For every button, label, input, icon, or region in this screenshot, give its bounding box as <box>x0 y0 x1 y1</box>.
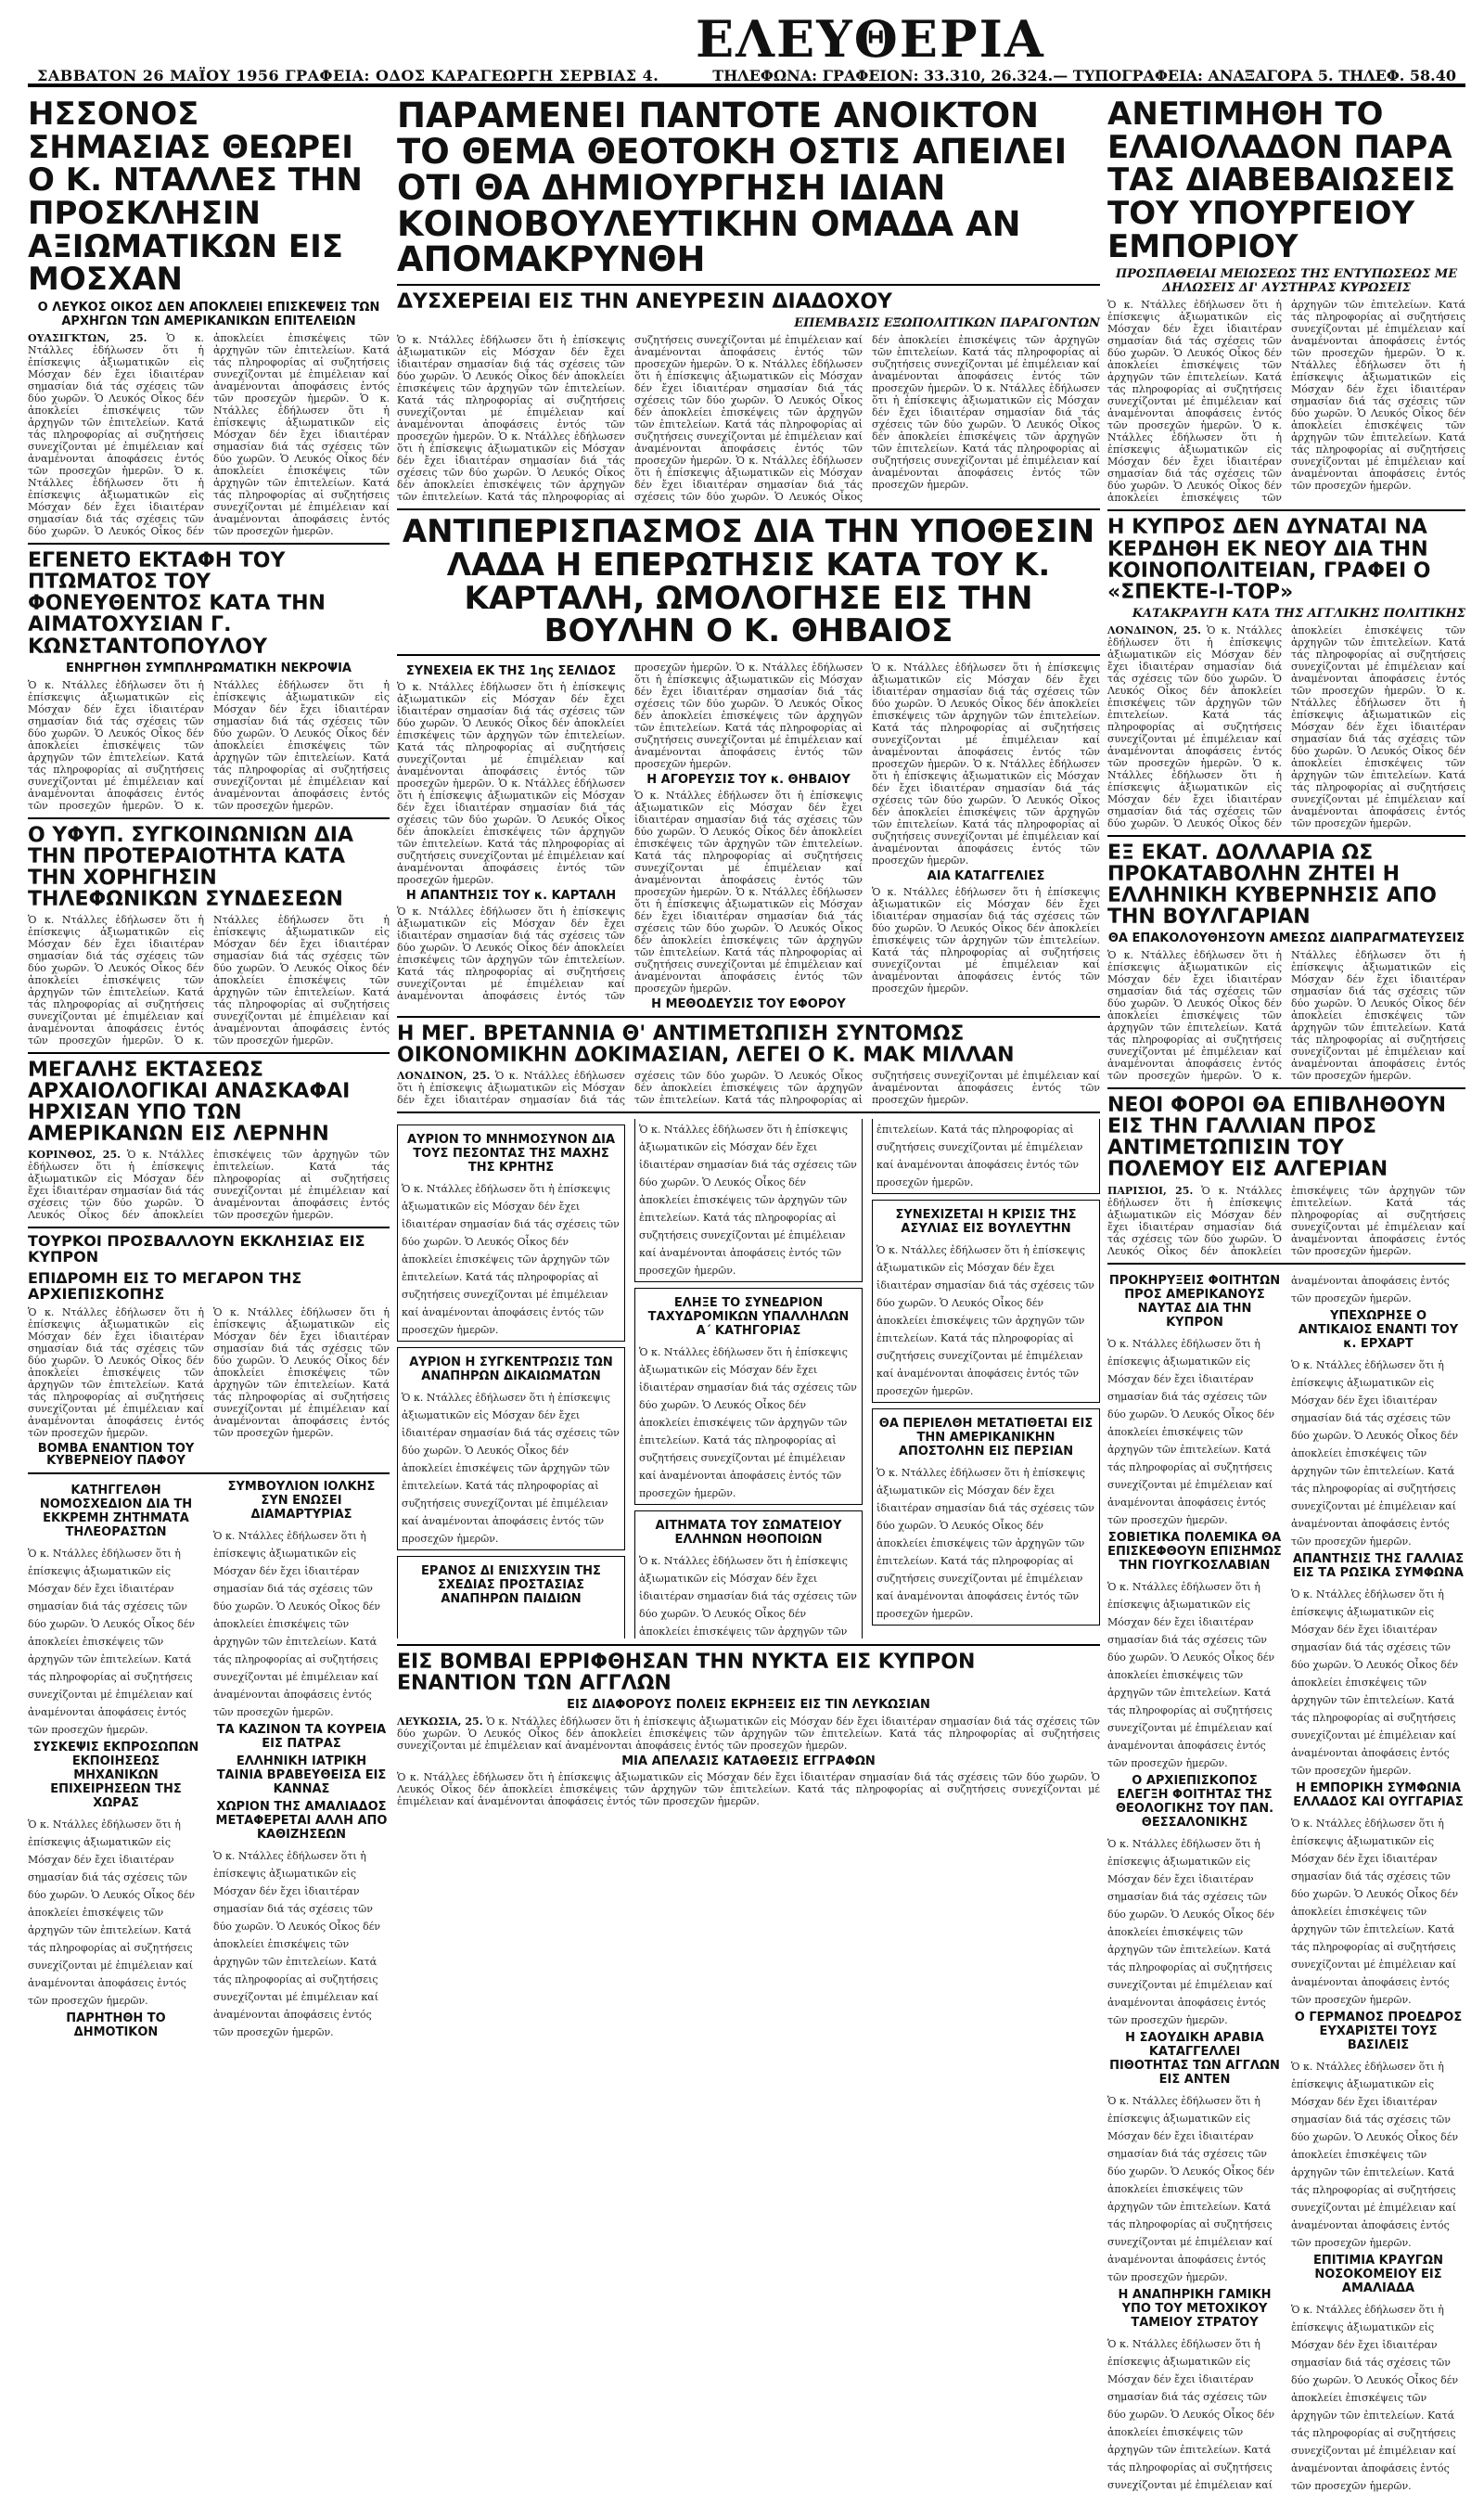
headline-dollars: ΕΞ ΕΚΑΤ. ΔΟΛΛΑΡΙΑ ΩΣ ΠΡΟΚΑΤΑΒΟΛΗΝ ΖΗΤΕΙ Η ΕΛΛΗΝΙΚΗ ΚΥΒΕΡΝΗΣΙΣ ΑΠΟ ΤΗΝ ΒΟΥΛΓΑΡΙΑΝ <box>1107 841 1437 930</box>
subhead-kartalis: Η ΑΠΑΝΤΗΣΙΣ ΤΟΥ κ. ΚΑΡΤΑΛΗ <box>405 889 617 904</box>
subhead-explosions: ΕΙΣ ΔΙΑΦΟΡΟΥΣ ΠΟΛΕΙΣ ΕΚΡΗΞΕΙΣ ΕΙΣ ΤΙΝ ΛΕΥΚΩΣΙΑΝ <box>567 1698 930 1713</box>
article-theotokis: Ὁ κ. Ντάλλες ἐδήλωσεν ὅτι ἡ ἐπίσκεψις ἀξιωματικῶν εἰς Μόσχαν δέν ἔχει ἰδιαιτέραν σημασίαν διά τάς σχέσεις τῶν δύο χωρῶν. Ὁ Λευκός Οἶκος δέν ἀποκλείει ἐπισκέψεις τῶν ἀρχηγῶν τῶν ἐπιτελείων. Κατά τάς πληροφορίας αἱ συζητήσεις συνεχίζονται μέ ἐπιμέλειαν καί ἀναμένονται ἀποφάσεις ἐντός τῶν προσεχῶν ἡμερῶν. Ὁ κ. Ντάλλες ἐδήλωσεν ὅτι ἡ ἐπίσκεψις ἀξιωματικῶν εἰς Μόσχαν δέν ἔχει ἰδιαιτέραν σημασίαν διά τάς σχέσεις τῶν δύο χωρῶν. Ὁ Λευκός Οἶκος δέν ἀποκλείει ἐπισκέψεις τῶν ἀρχηγῶν τῶν ἐπιτελείων. Κατά τάς πληροφορίας αἱ συζητήσεις συνεχίζονται μέ ἐπιμέλειαν καί ἀναμένονται ἀποφάσεις ἐντός τῶν προσεχῶν ἡμερῶν. Ὁ κ. Ντάλλες ἐδήλωσεν ὅτι ἡ ἐπίσκεψις ἀξιωματικῶν εἰς Μόσχαν δέν ἔχει ἰδιαιτέραν σημασίαν διά τάς σχέσεις τῶν δύο χωρῶν. Ὁ Λευκός Οἶκος δέν ἀποκλείει ἐπισκέψεις τῶν ἀρχηγῶν τῶν ἐπιτελείων. Κατά τάς πληροφορίας αἱ συζητήσεις συνεχίζονται μέ ἐπιμέλειαν καί ἀναμένονται ἀποφάσεις ἐντός τῶν προσεχῶν ἡμερῶν. Ὁ κ. Ντάλλες ἐδήλωσεν ὅτι ἡ ἐπίσκεψις ἀξιωματικῶν εἰς Μόσχαν δέν ἔχει ἰδιαιτέραν σημασίαν διά τάς σχέσεις τῶν δύο χωρῶν. Ὁ Λευκός Οἶκος δέν ἀποκλείει ἐπισκέψεις τῶν ἀρχηγῶν τῶν ἐπιτελείων. Κατά τάς πληροφορίας αἱ συζητήσεις συνεχίζονται μέ ἐπιμέλειαν καί ἀναμένονται ἀποφάσεις ἐντός τῶν προσεχῶν ἡμερῶν. Ὁ κ. Ντάλλες ἐδήλωσεν ὅτι ἡ ἐπίσκεψις ἀξιωματικῶν εἰς Μόσχαν δέν ἔχει ἰδιαιτέραν σημασίαν διά τάς σχέσεις τῶν δύο χωρῶν. Ὁ Λευκός Οἶκος δέν ἀποκλείει ἐπισκέψεις τῶν ἀρχηγῶν τῶν ἐπιτελείων. Κατά τάς πληροφορίας αἱ συζητήσεις συνεχίζονται μέ ἐπιμέλειαν καί ἀναμένονται ἀποφάσεις ἐντός τῶν προσεχῶν ἡμερῶν. <box>397 334 1101 504</box>
small-items-center: ΑΥΡΙΟΝ ΤΟ ΜΝΗΜΟΣΥΝΟΝ ΔΙΑ ΤΟΥΣ ΠΕΣΟΝΤΑΣ ΤΗΣ ΜΑΧΗΣ ΤΗΣ ΚΡΗΤΗΣ Ὁ κ. Ντάλλες ἐδήλωσεν ὅτι ἡ ἐπίσκεψις ἀξιωματικῶν εἰς Μόσχαν δέν ἔχει ἰδιαιτέραν σημασίαν διά τάς σχέσεις τῶν δύο χωρῶν. Ὁ Λευκός Οἶκος δέν ἀποκλείει ἐπισκέψεις τῶν ἀρχηγῶν τῶν ἐπιτελείων. Κατά τάς πληροφορίας αἱ συζητήσεις συνεχίζονται μέ ἐπιμέλειαν καί ἀναμένονται ἀποφάσεις ἐντός τῶν προσεχῶν ἡμερῶν. ΑΥΡΙΟΝ Η ΣΥΓΚΕΝΤΡΩΣΙΣ ΤΩΝ ΑΝΑΠΗΡΩΝ ΔΙΚΑΙΩΜΑΤΩΝ Ὁ κ. Ντάλλες ἐδήλωσεν ὅτι ἡ ἐπίσκεψις ἀξιωματικῶν εἰς Μόσχαν δέν ἔχει ἰδιαιτέραν σημασίαν διά τάς σχέσεις τῶν δύο χωρῶν. Ὁ Λευκός Οἶκος δέν ἀποκλείει ἐπισκέψεις τῶν ἀρχηγῶν τῶν ἐπιτελείων. Κατά τάς πληροφορίας αἱ συζητήσεις συνεχίζονται μέ ἐπιμέλειαν καί ἀναμένονται ἀποφάσεις ἐντός τῶν προσεχῶν ἡμερῶν. ΕΡΑΝΟΣ ΔΙ ΕΝΙΣΧΥΣΙΝ ΤΗΣ ΣΧΕΔΙΑΣ ΠΡΟΣΤΑΣΙΑΣ ΑΝΑΠΗΡΩΝ ΠΑΙΔΙΩΝ Ὁ κ. Ντάλλες ἐδήλωσεν ὅτι ἡ ἐπίσκεψις ἀξιωματικῶν εἰς Μόσχαν δέν ἔχει ἰδιαιτέραν σημασίαν διά τάς σχέσεις τῶν δύο χωρῶν. Ὁ Λευκός Οἶκος δέν ἀποκλείει ἐπισκέψεις τῶν ἀρχηγῶν τῶν ἐπιτελείων. Κατά τάς πληροφορίας αἱ συζητήσεις συνεχίζονται μέ ἐπιμέλειαν καί ἀναμένονται ἀποφάσεις ἐντός τῶν προσεχῶν ἡμερῶν. ΕΛΗΞΕ ΤΟ ΣΥΝΕΔΡΙΟΝ ΤΑΧΥΔΡΟΜΙΚΩΝ ΥΠΑΛΛΗΛΩΝ Α΄ ΚΑΤΗΓΟΡΙΑΣ Ὁ κ. Ντάλλες ἐδήλωσεν ὅτι ἡ ἐπίσκεψις ἀξιωματικῶν εἰς Μόσχαν δέν ἔχει ἰδιαιτέραν σημασίαν διά τάς σχέσεις τῶν δύο χωρῶν. Ὁ Λευκός Οἶκος δέν ἀποκλείει ἐπισκέψεις τῶν ἀρχηγῶν τῶν ἐπιτελείων. Κατά τάς πληροφορίας αἱ συζητήσεις συνεχίζονται μέ ἐπιμέλειαν καί ἀναμένονται ἀποφάσεις ἐντός τῶν προσεχῶν ἡμερῶν. ΑΙΤΗΜΑΤΑ ΤΟΥ ΣΩΜΑΤΕΙΟΥ ΕΛΛΗΝΩΝ ΗΘΟΠΟΙΩΝ Ὁ κ. Ντάλλες ἐδήλωσεν ὅτι ἡ ἐπίσκεψις ἀξιωματικῶν εἰς Μόσχαν δέν ἔχει ἰδιαιτέραν σημασίαν διά τάς σχέσεις τῶν δύο χωρῶν. Ὁ Λευκός Οἶκος δέν ἀποκλείει ἐπισκέψεις τῶν ἀρχηγῶν τῶν ἐπιτελείων. Κατά τάς πληροφορίας αἱ συζητήσεις συνεχίζονται μέ ἐπιμέλειαν καί ἀναμένονται ἀποφάσεις ἐντός τῶν προσεχῶν ἡμερῶν. ΣΥΝΕΧΙΖΕΤΑΙ Η ΚΡΙΣΙΣ ΤΗΣ ΑΣΥΛΙΑΣ ΕΙΣ ΒΟΥΛΕΥΤΗΝ Ὁ κ. Ντάλλες ἐδήλωσεν ὅτι ἡ ἐπίσκεψις ἀξιωματικῶν εἰς Μόσχαν δέν ἔχει ἰδιαιτέραν σημασίαν διά τάς σχέσεις τῶν δύο χωρῶν. Ὁ Λευκός Οἶκος δέν ἀποκλείει ἐπισκέψεις τῶν ἀρχηγῶν τῶν ἐπιτελείων. Κατά τάς πληροφορίας αἱ συζητήσεις συνεχίζονται μέ ἐπιμέλειαν καί ἀναμένονται ἀποφάσεις ἐντός τῶν προσεχῶν ἡμερῶν. ΘΑ ΠΕΡΙΕΛΘΗ ΜΕΤΑΤΙΘΕΤΑΙ ΕΙΣ ΤΗΝ ΑΜΕΡΙΚΑΝΙΚΗΝ ΑΠΟΣΤΟΛΗΝ ΕΙΣ ΠΕΡΣΙΑΝ Ὁ κ. Ντάλλες ἐδήλωσεν ὅτι ἡ ἐπίσκεψις ἀξιωματικῶν εἰς Μόσχαν δέν ἔχει ἰδιαιτέραν σημασίαν διά τάς σχέσεις τῶν δύο χωρῶν. Ὁ Λευκός Οἶκος δέν ἀποκλείει ἐπισκέψεις τῶν ἀρχηγῶν τῶν ἐπιτελείων. Κατά τάς πληροφορίας αἱ συζητήσεις συνεχίζονται μέ ἐπιμέλειαν καί ἀναμένονται ἀποφάσεις ἐντός τῶν προσεχῶν ἡμερῶν. <box>397 1119 1100 1638</box>
article-cyprus: Ὁ κ. Ντάλλες ἐδήλωσεν ὅτι ἡ ἐπίσκεψις ἀξιωματικῶν εἰς Μόσχαν δέν ἔχει ἰδιαιτέραν σημασίαν διά τάς σχέσεις τῶν δύο χωρῶν. Ὁ Λευκός Οἶκος δέν ἀποκλείει ἐπισκέψεις τῶν ἀρχηγῶν τῶν ἐπιτελείων. Κατά τάς πληροφορίας αἱ συζητήσεις συνεχίζονται μέ ἐπιμέλειαν καί ἀναμένονται ἀποφάσεις ἐντός τῶν προσεχῶν ἡμερῶν. ΒΟΜΒΑ ΕΝΑΝΤΙΟΝ ΤΟΥ ΚΥΒΕΡΝΕΙΟΥ ΠΑΦΟΥ Ὁ κ. Ντάλλες ἐδήλωσεν ὅτι ἡ ἐπίσκεψις ἀξιωματικῶν εἰς Μόσχαν δέν ἔχει ἰδιαιτέραν σημασίαν διά τάς σχέσεις τῶν δύο χωρῶν. Ὁ Λευκός Οἶκος δέν ἀποκλείει ἐπισκέψεις τῶν ἀρχηγῶν τῶν ἐπιτελείων. Κατά τάς πληροφορίας αἱ συζητήσεις συνεχίζονται μέ ἐπιμέλειαν καί ἀναμένονται ἀποφάσεις ἐντός τῶν προσεχῶν ἡμερῶν. <box>28 1305 390 1468</box>
deck-olive-oil: ΠΡΟΣΠΑΘΕΙΑΙ ΜΕΙΩΣΕΩΣ ΤΗΣ ΕΝΤΥΠΩΣΕΩΣ ΜΕ ΔΗΛΩΣΕΙΣ ΔΙ' ΑΥΣΤΗΡΑΣ ΚΥΡΩΣΕΙΣ <box>1115 267 1458 296</box>
article-lerna: ΚΟΡΙΝΘΟΣ, 25. Ὁ κ. Ντάλλες ἐδήλωσεν ὅτι ἡ ἐπίσκεψις ἀξιωματικῶν εἰς Μόσχαν δέν ἔχει ἰδιαιτέραν σημασίαν διά τάς σχέσεις τῶν δύο χωρῶν. Ὁ Λευκός Οἶκος δέν ἀποκλείει ἐπισκέψεις τῶν ἀρχηγῶν τῶν ἐπιτελείων. Κατά τάς πληροφορίας αἱ συζητήσεις συνεχίζονται μέ ἐπιμέλειαν καί ἀναμένονται ἀποφάσεις ἐντός τῶν προσεχῶν ἡμερῶν. <box>28 1149 390 1222</box>
headline-bombs-cyprus: ΕΙΣ ΒΟΜΒΑΙ ΕΡΡΙΦΘΗΣΑΝ ΤΗΝ ΝΥΚΤΑ ΕΙΣ ΚΥΠΡΟΝ ΕΝΑΝΤΙΟΝ ΤΩΝ ΑΓΓΛΩΝ <box>397 1651 976 1696</box>
headline-archbishopric: ΕΠΙΔΡΟΜΗ ΕΙΣ ΤΟ ΜΕΓΑΡΟΝ ΤΗΣ ΑΡΧΙΕΠΙΣΚΟΠΗΣ <box>28 1268 302 1303</box>
article-lada: ΣΥΝΕΧΕΙΑ ΕΚ ΤΗΣ 1ης ΣΕΛΙΔΟΣ Ὁ κ. Ντάλλες ἐδήλωσεν ὅτι ἡ ἐπίσκεψις ἀξιωματικῶν εἰς Μόσχαν δέν ἔχει ἰδιαιτέραν σημασίαν διά τάς σχέσεις τῶν δύο χωρῶν. Ὁ Λευκός Οἶκος δέν ἀποκλείει ἐπισκέψεις τῶν ἀρχηγῶν τῶν ἐπιτελείων. Κατά τάς πληροφορίας αἱ συζητήσεις συνεχίζονται μέ ἐπιμέλειαν καί ἀναμένονται ἀποφάσεις ἐντός τῶν προσεχῶν ἡμερῶν. Ὁ κ. Ντάλλες ἐδήλωσεν ὅτι ἡ ἐπίσκεψις ἀξιωματικῶν εἰς Μόσχαν δέν ἔχει ἰδιαιτέραν σημασίαν διά τάς σχέσεις τῶν δύο χωρῶν. Ὁ Λευκός Οἶκος δέν ἀποκλείει ἐπισκέψεις τῶν ἀρχηγῶν τῶν ἐπιτελείων. Κατά τάς πληροφορίας αἱ συζητήσεις συνεχίζονται μέ ἐπιμέλειαν καί ἀναμένονται ἀποφάσεις ἐντός τῶν προσεχῶν ἡμερῶν. Η ΑΠΑΝΤΗΣΙΣ ΤΟΥ κ. ΚΑΡΤΑΛΗ Ὁ κ. Ντάλλες ἐδήλωσεν ὅτι ἡ ἐπίσκεψις ἀξιωματικῶν εἰς Μόσχαν δέν ἔχει ἰδιαιτέραν σημασίαν διά τάς σχέσεις τῶν δύο χωρῶν. Ὁ Λευκός Οἶκος δέν ἀποκλείει ἐπισκέψεις τῶν ἀρχηγῶν τῶν ἐπιτελείων. Κατά τάς πληροφορίας αἱ συζητήσεις συνεχίζονται μέ ἐπιμέλειαν καί ἀναμένονται ἀποφάσεις ἐντός τῶν προσεχῶν ἡμερῶν. Ὁ κ. Ντάλλες ἐδήλωσεν ὅτι ἡ ἐπίσκεψις ἀξιωματικῶν εἰς Μόσχαν δέν ἔχει ἰδιαιτέραν σημασίαν διά τάς σχέσεις τῶν δύο χωρῶν. Ὁ Λευκός Οἶκος δέν ἀποκλείει ἐπισκέψεις τῶν ἀρχηγῶν τῶν ἐπιτελείων. Κατά τάς πληροφορίας αἱ συζητήσεις συνεχίζονται μέ ἐπιμέλειαν καί ἀναμένονται ἀποφάσεις ἐντός τῶν προσεχῶν ἡμερῶν. Η ΑΓΟΡΕΥΣΙΣ ΤΟΥ κ. ΘΗΒΑΙΟΥ Ὁ κ. Ντάλλες ἐδήλωσεν ὅτι ἡ ἐπίσκεψις ἀξιωματικῶν εἰς Μόσχαν δέν ἔχει ἰδιαιτέραν σημασίαν διά τάς σχέσεις τῶν δύο χωρῶν. Ὁ Λευκός Οἶκος δέν ἀποκλείει ἐπισκέψεις τῶν ἀρχηγῶν τῶν ἐπιτελείων. Κατά τάς πληροφορίας αἱ συζητήσεις συνεχίζονται μέ ἐπιμέλειαν καί ἀναμένονται ἀποφάσεις ἐντός τῶν προσεχῶν ἡμερῶν. Ὁ κ. Ντάλλες ἐδήλωσεν ὅτι ἡ ἐπίσκεψις ἀξιωματικῶν εἰς Μόσχαν δέν ἔχει ἰδιαιτέραν σημασίαν διά τάς σχέσεις τῶν δύο χωρῶν. Ὁ Λευκός Οἶκος δέν ἀποκλείει ἐπισκέψεις τῶν ἀρχηγῶν τῶν ἐπιτελείων. Κατά τάς πληροφορίας αἱ συζητήσεις συνεχίζονται μέ ἐπιμέλειαν καί ἀναμένονται ἀποφάσεις ἐντός τῶν προσεχῶν ἡμερῶν. Η ΜΕΘΟΔΕΥΣΙΣ ΤΟΥ ΕΦΟΡΟΥ Ὁ κ. Ντάλλες ἐδήλωσεν ὅτι ἡ ἐπίσκεψις ἀξιωματικῶν εἰς Μόσχαν δέν ἔχει ἰδιαιτέραν σημασίαν διά τάς σχέσεις τῶν δύο χωρῶν. Ὁ Λευκός Οἶκος δέν ἀποκλείει ἐπισκέψεις τῶν ἀρχηγῶν τῶν ἐπιτελείων. Κατά τάς πληροφορίας αἱ συζητήσεις συνεχίζονται μέ ἐπιμέλειαν καί ἀναμένονται ἀποφάσεις ἐντός τῶν προσεχῶν ἡμερῶν. Ὁ κ. Ντάλλες ἐδήλωσεν ὅτι ἡ ἐπίσκεψις ἀξιωματικῶν εἰς Μόσχαν δέν ἔχει ἰδιαιτέραν σημασίαν διά τάς σχέσεις τῶν δύο χωρῶν. Ὁ Λευκός Οἶκος δέν ἀποκλείει ἐπισκέψεις τῶν ἀρχηγῶν τῶν ἐπιτελείων. Κατά τάς πληροφορίας αἱ συζητήσεις συνεχίζονται μέ ἐπιμέλειαν καί ἀναμένονται ἀποφάσεις ἐντός τῶν προσεχῶν ἡμερῶν. ΑΙΑ ΚΑΤΑΓΓΕΛΙΕΣ Ὁ κ. Ντάλλες ἐδήλωσεν ὅτι ἡ ἐπίσκεψις ἀξιωματικῶν εἰς Μόσχαν δέν ἔχει ἰδιαιτέραν σημασίαν διά τάς σχέσεις τῶν δύο χωρῶν. Ὁ Λευκός Οἶκος δέν ἀποκλείει ἐπισκέψεις τῶν ἀρχηγῶν τῶν ἐπιτελείων. Κατά τάς πληροφορίας αἱ συζητήσεις συνεχίζονται μέ ἐπιμέλειαν καί ἀναμένονται ἀποφάσεις ἐντός τῶν προσεχῶν ἡμερῶν. <box>397 662 1101 1012</box>
column-center <box>397 93 1100 2180</box>
subhead-deportation: ΜΙΑ ΑΠΕΛΑΣΙΣ ΚΑΤΑΘΕΣΙΣ ΕΓΓΡΑΦΩΝ <box>621 1754 876 1769</box>
subhead-council: ΠΑΡΗΤΗΘΗ ΤΟ ΔΗΜΟΤΙΚΟΝ ΣΥΜΒΟΥΛΙΟΝ ΙΟΛΚΗΣ ΣΥΝ ΕΝΩΣΕΙ ΔΙΑΜΑΡΤΥΡΙΑΣ <box>66 1479 376 2039</box>
small-items-block: ΚΑΤΗΓΓΕΛΘΗ ΝΟΜΟΣΧΕΔΙΟΝ ΔΙΑ ΤΗ ΕΚΚΡΕΜΗ ΖΗΤΗΜΑΤΑ ΤΗΛΕΟΡΑΣΤΩΝ Ὁ κ. Ντάλλες ἐδήλωσεν ὅτι ἡ ἐπίσκεψις ἀξιωματικῶν εἰς Μόσχαν δέν ἔχει ἰδιαιτέραν σημασίαν διά τάς σχέσεις τῶν δύο χωρῶν. Ὁ Λευκός Οἶκος δέν ἀποκλείει ἐπισκέψεις τῶν ἀρχηγῶν τῶν ἐπιτελείων. Κατά τάς πληροφορίας αἱ συζητήσεις συνεχίζονται μέ ἐπιμέλειαν καί ἀναμένονται ἀποφάσεις ἐντός τῶν προσεχῶν ἡμερῶν. ΣΥΣΚΕΨΙΣ ΕΚΠΡΟΣΩΠΩΝ ΕΚΠΟΙΗΣΕΩΣ ΜΗΧΑΝΙΚΩΝ ΕΠΙΧΕΙΡΗΣΕΩΝ ΤΗΣ ΧΩΡΑΣ Ὁ κ. Ντάλλες ἐδήλωσεν ὅτι ἡ ἐπίσκεψις ἀξιωματικῶν εἰς Μόσχαν δέν ἔχει ἰδιαιτέραν σημασίαν διά τάς σχέσεις τῶν δύο χωρῶν. Ὁ Λευκός Οἶκος δέν ἀποκλείει ἐπισκέψεις τῶν ἀρχηγῶν τῶν ἐπιτελείων. Κατά τάς πληροφορίας αἱ συζητήσεις συνεχίζονται μέ ἐπιμέλειαν καί ἀναμένονται ἀποφάσεις ἐντός τῶν προσεχῶν ἡμερῶν. ΠΑΡΗΤΗΘΗ ΤΟ ΔΗΜΟΤΙΚΟΝ ΣΥΜΒΟΥΛΙΟΝ ΙΟΛΚΗΣ ΣΥΝ ΕΝΩΣΕΙ ΔΙΑΜΑΡΤΥΡΙΑΣ Ὁ κ. Ντάλλες ἐδήλωσεν ὅτι ἡ ἐπίσκεψις ἀξιωματικῶν εἰς Μόσχαν δέν ἔχει ἰδιαιτέραν σημασίαν διά τάς σχέσεις τῶν δύο χωρῶν. Ὁ Λευκός Οἶκος δέν ἀποκλείει ἐπισκέψεις τῶν ἀρχηγῶν τῶν ἐπιτελείων. Κατά τάς πληροφορίας αἱ συζητήσεις συνεχίζονται μέ ἐπιμέλειαν καί ἀναμένονται ἀποφάσεις ἐντός τῶν προσεχῶν ἡμερῶν. ΤΑ ΚΑΖΙΝΟΝ ΤΑ ΚΟΥΡΕΙΑ ΕΙΣ ΠΑΤΡΑΣ ΕΛΛΗΝΙΚΗ ΙΑΤΡΙΚΗ ΤΑΙΝΙΑ ΒΡΑΒΕΥΘΕΙΣΑ ΕΙΣ ΚΑΝΝΑΣ ΧΩΡΙΟΝ ΤΗΣ ΑΜΑΛΙΑΔΟΣ ΜΕΤΑΦΕΡΕΤΑΙ ΑΛΛΗ ΑΠΟ ΚΑΘΙΖΗΣΕΩΝ Ὁ κ. Ντάλλες ἐδήλωσεν ὅτι ἡ ἐπίσκεψις ἀξιωματικῶν εἰς Μόσχαν δέν ἔχει ἰδιαιτέραν σημασίαν διά τάς σχέσεις τῶν δύο χωρῶν. Ὁ Λευκός Οἶκος δέν ἀποκλείει ἐπισκέψεις τῶν ἀρχηγῶν τῶν ἐπιτελείων. Κατά τάς πληροφορίας αἱ συζητήσεις συνεχίζονται μέ ἐπιμέλειαν καί ἀναμένονται ἀποφάσεις ἐντός τῶν προσεχῶν ἡμερῶν. <box>28 1480 390 2039</box>
subhead-autopsy: ΕΝΗΡΓΗΘΗ ΣΥΜΠΛΗΡΩΜΑΤΙΚΗ ΝΕΚΡΟΨΙΑ <box>66 661 352 675</box>
subhead-disabled: ΑΥΡΙΟΝ Η ΣΥΓΚΕΝΤΡΩΣΙΣ ΤΩΝ ΑΝΑΠΗΡΩΝ ΔΙΚΑΙΩΜΑΤΩΝ <box>409 1356 613 1384</box>
headline-dulles: ΗΣΣΟΝΟΣ ΣΗΜΑΣΙΑΣ ΘΕΩΡΕΙ Ο Κ. ΝΤΑΛΛΕΣ ΤΗΝ ΠΡΟΣΚΛΗΣΙΝ ΑΞΙΩΜΑΤΙΚΩΝ ΕΙΣ ΜΟΣΧΑΝ <box>28 96 363 299</box>
subhead-ephor: Η ΜΕΘΟΔΕΥΣΙΣ ΤΟΥ ΕΦΟΡΟΥ <box>651 997 846 1012</box>
subhead-memorial: ΑΥΡΙΟΝ ΤΟ ΜΝΗΜΟΣΥΝΟΝ ΔΙΑ ΤΟΥΣ ΠΕΣΟΝΤΑΣ ΤΗΣ ΜΑΧΗΣ ΤΗΣ ΚΡΗΤΗΣ <box>406 1133 615 1176</box>
headline-successor: ΔΥΣΧΕΡΕΙΑΙ ΕΙΣ ΤΗΝ ΑΝΕΥΡΕΣΙΝ ΔΙΑΔΟΧΟΥ <box>397 290 892 315</box>
article-spectator: ΛΟΝΔΙΝΟΝ, 25. Ὁ κ. Ντάλλες ἐδήλωσεν ὅτι ἡ ἐπίσκεψις ἀξιωματικῶν εἰς Μόσχαν δέν ἔχει ἰδιαιτέραν σημασίαν διά τάς σχέσεις τῶν δύο χωρῶν. Ὁ Λευκός Οἶκος δέν ἀποκλείει ἐπισκέψεις τῶν ἀρχηγῶν τῶν ἐπιτελείων. Κατά τάς πληροφορίας αἱ συζητήσεις συνεχίζονται μέ ἐπιμέλειαν καί ἀναμένονται ἀποφάσεις ἐντός τῶν προσεχῶν ἡμερῶν. Ὁ κ. Ντάλλες ἐδήλωσεν ὅτι ἡ ἐπίσκεψις ἀξιωματικῶν εἰς Μόσχαν δέν ἔχει ἰδιαιτέραν σημασίαν διά τάς σχέσεις τῶν δύο χωρῶν. Ὁ Λευκός Οἶκος δέν ἀποκλείει ἐπισκέψεις τῶν ἀρχηγῶν τῶν ἐπιτελείων. Κατά τάς πληροφορίας αἱ συζητήσεις συνεχίζονται μέ ἐπιμέλειαν καί ἀναμένονται ἀποφάσεις ἐντός τῶν προσεχῶν ἡμερῶν. Ὁ κ. Ντάλλες ἐδήλωσεν ὅτι ἡ ἐπίσκεψις ἀξιωματικῶν εἰς Μόσχαν δέν ἔχει ἰδιαιτέραν σημασίαν διά τάς σχέσεις τῶν δύο χωρῶν. Ὁ Λευκός Οἶκος δέν ἀποκλείει ἐπισκέψεις τῶν ἀρχηγῶν τῶν ἐπιτελείων. Κατά τάς πληροφορίας αἱ συζητήσεις συνεχίζονται μέ ἐπιμέλειαν καί ἀναμένονται ἀποφάσεις ἐντός τῶν προσεχῶν ἡμερῶν. <box>1107 623 1465 829</box>
headline-britain: Η ΜΕΓ. ΒΡΕΤΑΝΝΙΑ Θ' ΑΝΤΙΜΕΤΩΠΙΣΗ ΣΥΝΤΟΜΩΣ ΟΙΚΟΝΟΜΙΚΗΝ ΔΟΚΙΜΑΣΙΑΝ, ΛΕΓΕΙ Ο Κ. ΜΑΚ ΜΙΛΛΑΝ <box>397 1022 1015 1068</box>
subhead-immunity: ΣΥΝΕΧΙΖΕΤΑΙ Η ΚΡΙΣΙΣ ΤΗΣ ΑΣΥΛΙΑΣ ΕΙΣ ΒΟΥΛΕΥΤΗΝ <box>895 1208 1077 1237</box>
deck-outcry: ΚΑΤΑΚΡΑΥΓΗ ΚΑΤΑ ΤΗΣ ΑΓΓΛΙΚΗΣ ΠΟΛΙΤΙΚΗΣ <box>1132 606 1465 621</box>
article-telephone: Ὁ κ. Ντάλλες ἐδήλωσεν ὅτι ἡ ἐπίσκεψις ἀξιωματικῶν εἰς Μόσχαν δέν ἔχει ἰδιαιτέραν σημασίαν διά τάς σχέσεις τῶν δύο χωρῶν. Ὁ Λευκός Οἶκος δέν ἀποκλείει ἐπισκέψεις τῶν ἀρχηγῶν τῶν ἐπιτελείων. Κατά τάς πληροφορίας αἱ συζητήσεις συνεχίζονται μέ ἐπιμέλειαν καί ἀναμένονται ἀποφάσεις ἐντός τῶν προσεχῶν ἡμερῶν. Ὁ κ. Ντάλλες ἐδήλωσεν ὅτι ἡ ἐπίσκεψις ἀξιωματικῶν εἰς Μόσχαν δέν ἔχει ἰδιαιτέραν σημασίαν διά τάς σχέσεις τῶν δύο χωρῶν. Ὁ Λευκός Οἶκος δέν ἀποκλείει ἐπισκέψεις τῶν ἀρχηγῶν τῶν ἐπιτελείων. Κατά τάς πληροφορίας αἱ συζητήσεις συνεχίζονται μέ ἐπιμέλειαν καί ἀναμένονται ἀποφάσεις ἐντός τῶν προσεχῶν ἡμερῶν. <box>28 913 390 1047</box>
small-items-right: ΠΡΟΚΗΡΥΞΕΙΣ ΦΟΙΤΗΤΩΝ ΠΡΟΣ ΑΜΕΡΙΚΑΝΟΥΣ ΝΑΥΤΑΣ ΔΙΑ ΤΗΝ ΚΥΠΡΟΝ Ὁ κ. Ντάλλες ἐδήλωσεν ὅτι ἡ ἐπίσκεψις ἀξιωματικῶν εἰς Μόσχαν δέν ἔχει ἰδιαιτέραν σημασίαν διά τάς σχέσεις τῶν δύο χωρῶν. Ὁ Λευκός Οἶκος δέν ἀποκλείει ἐπισκέψεις τῶν ἀρχηγῶν τῶν ἐπιτελείων. Κατά τάς πληροφορίας αἱ συζητήσεις συνεχίζονται μέ ἐπιμέλειαν καί ἀναμένονται ἀποφάσεις ἐντός τῶν προσεχῶν ἡμερῶν. ΣΟΒΙΕΤΙΚΑ ΠΟΛΕΜΙΚΑ ΘΑ ΕΠΙΣΚΕΦΘΟΥΝ ΕΠΙΣΗΜΩΣ ΤΗΝ ΓΙΟΥΓΚΟΣΛΑΒΙΑΝ Ὁ κ. Ντάλλες ἐδήλωσεν ὅτι ἡ ἐπίσκεψις ἀξιωματικῶν εἰς Μόσχαν δέν ἔχει ἰδιαιτέραν σημασίαν διά τάς σχέσεις τῶν δύο χωρῶν. Ὁ Λευκός Οἶκος δέν ἀποκλείει ἐπισκέψεις τῶν ἀρχηγῶν τῶν ἐπιτελείων. Κατά τάς πληροφορίας αἱ συζητήσεις συνεχίζονται μέ ἐπιμέλειαν καί ἀναμένονται ἀποφάσεις ἐντός τῶν προσεχῶν ἡμερῶν. Ο ΑΡΧΙΕΠΙΣΚΟΠΟΣ ΕΛΕΓΞΗ ΦΟΙΤΗΤΑΣ ΤΗΣ ΘΕΟΛΟΓΙΚΗΣ ΤΟΥ ΠΑΝ. ΘΕΣΣΑΛΟΝΙΚΗΣ Ὁ κ. Ντάλλες ἐδήλωσεν ὅτι ἡ ἐπίσκεψις ἀξιωματικῶν εἰς Μόσχαν δέν ἔχει ἰδιαιτέραν σημασίαν διά τάς σχέσεις τῶν δύο χωρῶν. Ὁ Λευκός Οἶκος δέν ἀποκλείει ἐπισκέψεις τῶν ἀρχηγῶν τῶν ἐπιτελείων. Κατά τάς πληροφορίας αἱ συζητήσεις συνεχίζονται μέ ἐπιμέλειαν καί ἀναμένονται ἀποφάσεις ἐντός τῶν προσεχῶν ἡμερῶν. Η ΣΑΟΥΔΙΚΗ ΑΡΑΒΙΑ ΚΑΤΑΓΓΕΛΛΕΙ ΠΙΘΟΤΗΤΑΣ ΤΩΝ ΑΓΓΛΩΝ ΕΙΣ ΑΝΤΕΝ Ὁ κ. Ντάλλες ἐδήλωσεν ὅτι ἡ ἐπίσκεψις ἀξιωματικῶν εἰς Μόσχαν δέν ἔχει ἰδιαιτέραν σημασίαν διά τάς σχέσεις τῶν δύο χωρῶν. Ὁ Λευκός Οἶκος δέν ἀποκλείει ἐπισκέψεις τῶν ἀρχηγῶν τῶν ἐπιτελείων. Κατά τάς πληροφορίας αἱ συζητήσεις συνεχίζονται μέ ἐπιμέλειαν καί ἀναμένονται ἀποφάσεις ἐντός τῶν προσεχῶν ἡμερῶν. Η ΑΝΑΠΗΡΙΚΗ ΓΑΜΙΚΗ ΥΠΟ ΤΟΥ ΜΕΤΟΧΙΚΟΥ ΤΑΜΕΙΟΥ ΣΤΡΑΤΟΥ Ὁ κ. Ντάλλες ἐδήλωσεν ὅτι ἡ ἐπίσκεψις ἀξιωματικῶν εἰς Μόσχαν δέν ἔχει ἰδιαιτέραν σημασίαν διά τάς σχέσεις τῶν δύο χωρῶν. Ὁ Λευκός Οἶκος δέν ἀποκλείει ἐπισκέψεις τῶν ἀρχηγῶν τῶν ἐπιτελείων. Κατά τάς πληροφορίας αἱ συζητήσεις συνεχίζονται μέ ἐπιμέλειαν καί ἀναμένονται ἀποφάσεις ἐντός τῶν προσεχῶν ἡμερῶν. ΥΠΕΧΩΡΗΣΕ Ο ΑΝΤΙΚΑΙΟΣ ΕΝΑΝΤΙ ΤΟΥ κ. ΕΡΧΑΡΤ Ὁ κ. Ντάλλες ἐδήλωσεν ὅτι ἡ ἐπίσκεψις ἀξιωματικῶν εἰς Μόσχαν δέν ἔχει ἰδιαιτέραν σημασίαν διά τάς σχέσεις τῶν δύο χωρῶν. Ὁ Λευκός Οἶκος δέν ἀποκλείει ἐπισκέψεις τῶν ἀρχηγῶν τῶν ἐπιτελείων. Κατά τάς πληροφορίας αἱ συζητήσεις συνεχίζονται μέ ἐπιμέλειαν καί ἀναμένονται ἀποφάσεις ἐντός τῶν προσεχῶν ἡμερῶν. ΑΠΑΝΤΗΣΙΣ ΤΗΣ ΓΑΛΛΙΑΣ ΕΙΣ ΤΑ ΡΩΣΙΚΑ ΣΥΜΦΩΝΑ Ὁ κ. Ντάλλες ἐδήλωσεν ὅτι ἡ ἐπίσκεψις ἀξιωματικῶν εἰς Μόσχαν δέν ἔχει ἰδιαιτέραν σημασίαν διά τάς σχέσεις τῶν δύο χωρῶν. Ὁ Λευκός Οἶκος δέν ἀποκλείει ἐπισκέψεις τῶν ἀρχηγῶν τῶν ἐπιτελείων. Κατά τάς πληροφορίας αἱ συζητήσεις συνεχίζονται μέ ἐπιμέλειαν καί ἀναμένονται ἀποφάσεις ἐντός τῶν προσεχῶν ἡμερῶν. Η ΕΜΠΟΡΙΚΗ ΣΥΜΦΩΝΙΑ ΕΛΛΑΔΟΣ ΚΑΙ ΟΥΓΓΑΡΙΑΣ Ὁ κ. Ντάλλες ἐδήλωσεν ὅτι ἡ ἐπίσκεψις ἀξιωματικῶν εἰς Μόσχαν δέν ἔχει ἰδιαιτέραν σημασίαν διά τάς σχέσεις τῶν δύο χωρῶν. Ὁ Λευκός Οἶκος δέν ἀποκλείει ἐπισκέψεις τῶν ἀρχηγῶν τῶν ἐπιτελείων. Κατά τάς πληροφορίας αἱ συζητήσεις συνεχίζονται μέ ἐπιμέλειαν καί ἀναμένονται ἀποφάσεις ἐντός τῶν προσεχῶν ἡμερῶν. Ο ΓΕΡΜΑΝΟΣ ΠΡΟΕΔΡΟΣ ΕΥΧΑΡΙΣΤΕΙ ΤΟΥΣ ΒΑΣΙΛΕΙΣ Ὁ κ. Ντάλλες ἐδήλωσεν ὅτι ἡ ἐπίσκεψις ἀξιωματικῶν εἰς Μόσχαν δέν ἔχει ἰδιαιτέραν σημασίαν διά τάς σχέσεις τῶν δύο χωρῶν. Ὁ Λευκός Οἶκος δέν ἀποκλείει ἐπισκέψεις τῶν ἀρχηγῶν τῶν ἐπιτελείων. Κατά τάς πληροφορίας αἱ συζητήσεις συνεχίζονται μέ ἐπιμέλειαν καί ἀναμένονται ἀποφάσεις ἐντός τῶν προσεχῶν ἡμερῶν. ΕΠΙΤΙΜΙΑ ΚΡΑΥΓΩΝ ΝΟΣΟΚΟΜΕΙΟΥ ΕΙΣ ΑΜΑΛΙΑΔΑ Ὁ κ. Ντάλλες ἐδήλωσεν ὅτι ἡ ἐπίσκεψις ἀξιωματικῶν εἰς Μόσχαν δέν ἔχει ἰδιαιτέραν σημασίαν διά τάς σχέσεις τῶν δύο χωρῶν. Ὁ Λευκός Οἶκος δέν ἀποκλείει ἐπισκέψεις τῶν ἀρχηγῶν τῶν ἐπιτελείων. Κατά τάς πληροφορίας αἱ συζητήσεις συνεχίζονται μέ ἐπιμέλειαν καί ἀναμένονται ἀποφάσεις ἐντός τῶν προσεχῶν ἡμερῶν. <box>1107 1273 1465 2492</box>
subhead-thivaios: Η ΑΓΟΡΕΥΣΙΣ ΤΟΥ κ. ΘΗΒΑΙΟΥ <box>646 773 851 788</box>
masthead-right-info: ΤΗΛΕΦΩΝΑ: ΓΡΑΦΕΙΟΝ: 33.310, 26.324.— ΤΥΠΟΓΡΑΦΕΙΑ: ΑΝΑΞΑΓΟΡΑ 5. ΤΗΛΕΦ. 58.40 <box>712 67 1456 84</box>
headline-olive-oil: ΑΝΕΤΙΜΗΘΗ ΤΟ ΕΛΑΙΟΛΑΔΟΝ ΠΑΡΑ ΤΑΣ ΔΙΑΒΕΒΑΙΩΣΕΙΣ ΤΟΥ ΥΠΟΥΡΓΕΙΟΥ ΕΜΠΟΡΙΟΥ <box>1107 96 1456 265</box>
masthead-title: ΕΛΕΥΘΕΡΙΑ <box>696 9 1045 69</box>
subhead-meeting: ΣΥΣΚΕΨΙΣ ΕΚΠΡΟΣΩΠΩΝ ΕΚΠΟΙΗΣΕΩΣ ΜΗΧΑΝΙΚΩΝ ΕΠΙΧΕΙΡΗΣΕΩΝ ΤΗΣ ΧΩΡΑΣ <box>32 1740 199 1810</box>
headline-lerna: ΜΕΓΑΛΗΣ ΕΚΤΑΣΕΩΣ ΑΡΧΑΙΟΛΟΓΙΚΑΙ ΑΝΑΣΚΑΦΑΙ ΗΡΧΙΣΑΝ ΥΠΟ ΤΩΝ ΑΜΕΡΙΚΑΝΩΝ ΕΙΣ ΛΕΡΝΗΝ <box>28 1058 351 1147</box>
article-dollars: Ὁ κ. Ντάλλες ἐδήλωσεν ὅτι ἡ ἐπίσκεψις ἀξιωματικῶν εἰς Μόσχαν δέν ἔχει ἰδιαιτέραν σημασίαν διά τάς σχέσεις τῶν δύο χωρῶν. Ὁ Λευκός Οἶκος δέν ἀποκλείει ἐπισκέψεις τῶν ἀρχηγῶν τῶν ἐπιτελείων. Κατά τάς πληροφορίας αἱ συζητήσεις συνεχίζονται μέ ἐπιμέλειαν καί ἀναμένονται ἀποφάσεις ἐντός τῶν προσεχῶν ἡμερῶν. Ὁ κ. Ντάλλες ἐδήλωσεν ὅτι ἡ ἐπίσκεψις ἀξιωματικῶν εἰς Μόσχαν δέν ἔχει ἰδιαιτέραν σημασίαν διά τάς σχέσεις τῶν δύο χωρῶν. Ὁ Λευκός Οἶκος δέν ἀποκλείει ἐπισκέψεις τῶν ἀρχηγῶν τῶν ἐπιτελείων. Κατά τάς πληροφορίας αἱ συζητήσεις συνεχίζονται μέ ἐπιμέλειαν καί ἀναμένονται ἀποφάσεις ἐντός τῶν προσεχῶν ἡμερῶν. <box>1107 949 1465 1083</box>
headline-taxes: ΝΕΟΙ ΦΟΡΟΙ ΘΑ ΕΠΙΒΛΗΘΟΥΝ ΕΙΣ ΤΗΝ ΓΑΛΛΙΑΝ ΠΡΟΣ ΑΝΤΙΜΕΤΩΠΙΣΙΝ ΤΟΥ ΠΟΛΕΜΟΥ ΕΙΣ ΑΛΓΕΡΙΑΝ <box>1107 1094 1447 1182</box>
headline-theotokis: ΠΑΡΑΜΕΝΕΙ ΠΑΝΤΟΤΕ ΑΝΟΙΚΤΟΝ ΤΟ ΘΕΜΑ ΘΕΟΤΟΚΗ ΟΣΤΙΣ ΑΠΕΙΛΕΙ ΟΤΙ ΘΑ ΔΗΜΙΟΥΡΓΗΣΗ ΙΔΙΑΝ ΚΟΙΝΟΒΟΥΛΕΥΤΙΚΗΝ ΟΜΑΔΑ ΑΝ ΑΠΟΜΑΚΡΥΝΘΗ <box>397 96 1068 280</box>
headline-spectator: Η ΚΥΠΡΟΣ ΔΕΝ ΔΥΝΑΤΑΙ ΝΑ ΚΕΡΔΗΘΗ ΕΚ ΝΕΟΥ ΔΙΑ ΤΗΝ ΚΟΙΝΟΠΟΛΙΤΕΙΑΝ, ΓΡΑΦΕΙ Ο «ΣΠΕΚΤΕ-Ι-ΤΟΡ» <box>1107 516 1431 604</box>
column-left <box>28 93 390 2180</box>
article-taxes: ΠΑΡΙΣΙΟΙ, 25. Ὁ κ. Ντάλλες ἐδήλωσεν ὅτι ἡ ἐπίσκεψις ἀξιωματικῶν εἰς Μόσχαν δέν ἔχει ἰδιαιτέραν σημασίαν διά τάς σχέσεις τῶν δύο χωρῶν. Ὁ Λευκός Οἶκος δέν ἀποκλείει ἐπισκέψεις τῶν ἀρχηγῶν τῶν ἐπιτελείων. Κατά τάς πληροφορίας αἱ συζητήσεις συνεχίζονται μέ ἐπιμέλειαν καί ἀναμένονται ἀποφάσεις ἐντός τῶν προσεχῶν ἡμερῶν. <box>1107 1184 1465 1257</box>
masthead-left-info: ΣΑΒΒΑΤΟΝ 26 ΜΑΪΟΥ 1956 ΓΡΑΦΕΙΑ: ΟΔΟΣ ΚΑΡΑΓΕΩΡΓΗ ΣΕΡΒΙΑΣ 4. <box>37 67 659 84</box>
subhead-fundraiser: ΕΡΑΝΟΣ ΔΙ ΕΝΙΣΧΥΣΙΝ ΤΗΣ ΣΧΕΔΙΑΣ ΠΡΟΣΤΑΣΙΑΣ ΑΝΑΠΗΡΩΝ ΠΑΙΔΙΩΝ <box>421 1564 601 1607</box>
subhead-bomb: ΒΟΜΒΑ ΕΝΑΝΤΙΟΝ ΤΟΥ ΚΥΒΕΡΝΕΙΟΥ ΠΑΦΟΥ <box>37 1441 195 1468</box>
column-right <box>1107 93 1465 2492</box>
subhead-postal: ΕΛΗΞΕ ΤΟ ΣΥΝΕΔΡΙΟΝ ΤΑΧΥΔΡΟΜΙΚΩΝ ΥΠΑΛΛΗΛΩΝ Α΄ ΚΑΤΗΓΟΡΙΑΣ <box>647 1296 850 1339</box>
deck-interventions: ΕΠΕΜΒΑΣΙΣ ΕΞΩΠΟΛΙΤΙΚΩΝ ΠΑΡΑΓΟΝΤΩΝ <box>794 316 1100 331</box>
subhead-white-house: Ο ΛΕΥΚΟΣ ΟΙΚΟΣ ΔΕΝ ΑΠΟΚΛΕΙΕΙ ΕΠΙΣΚΕΨΕΙΣ ΤΩΝ ΑΡΧΗΓΩΝ ΤΩΝ ΑΜΕΡΙΚΑΝΙΚΩΝ ΕΠΙΤΕΛΕΙΩΝ <box>37 301 380 329</box>
subhead-accusations: ΑΙΑ ΚΑΤΑΓΓΕΛΙΕΣ <box>927 869 1045 884</box>
headline-telephone: Ο ΥΦΥΠ. ΣΥΓΚΟΙΝΩΝΙΩΝ ΔΙΑ ΤΗΝ ΠΡΟΤΕΡΑΙΟΤΗΤΑ ΚΑΤΑ ΤΗΝ ΧΟΡΗΓΗΣΙΝ ΤΗΛΕΦΩΝΙΚΩΝ ΣΥΝΔΕΣΕΩΝ <box>28 823 353 911</box>
dateline: ΟΥΑΣΙΓΚΤΩΝ, 25. <box>28 332 147 345</box>
headline-turks-churches: ΤΟΥΡΚΟΙ ΠΡΟΣΒΑΛΛΟΥΝ ΕΚΚΛΗΣΙΑΣ ΕΙΣ ΚΥΠΡΟΝ <box>28 1232 365 1266</box>
subhead-bill: ΚΑΤΗΓΓΕΛΘΗ ΝΟΜΟΣΧΕΔΙΟΝ ΔΙΑ ΤΗ ΕΚΚΡΕΜΗ ΖΗΤΗΜΑΤΑ ΤΗΛΕΟΡΑΣΤΩΝ <box>39 1483 193 1539</box>
article-britain: ΛΟΝΔΙΝΟΝ, 25. Ὁ κ. Ντάλλες ἐδήλωσεν ὅτι ἡ ἐπίσκεψις ἀξιωματικῶν εἰς Μόσχαν δέν ἔχει ἰδιαιτέραν σημασίαν διά τάς σχέσεις τῶν δύο χωρῶν. Ὁ Λευκός Οἶκος δέν ἀποκλείει ἐπισκέψεις τῶν ἀρχηγῶν τῶν ἐπιτελείων. Κατά τάς πληροφορίας αἱ συζητήσεις συνεχίζονται μέ ἐπιμέλειαν καί ἀναμένονται ἀποφάσεις ἐντός τῶν προσεχῶν ἡμερῶν. <box>397 1070 1100 1107</box>
subhead-film: ΕΛΛΗΝΙΚΗ ΙΑΤΡΙΚΗ ΤΑΙΝΙΑ ΒΡΑΒΕΥΘΕΙΣΑ ΕΙΣ ΚΑΝΝΑΣ <box>216 1754 387 1796</box>
subhead-casino: ΤΑ ΚΑΖΙΝΟΝ ΤΑ ΚΟΥΡΕΙΑ ΕΙΣ ΠΑΤΡΑΣ <box>216 1722 387 1751</box>
subhead-actors: ΑΙΤΗΜΑΤΑ ΤΟΥ ΣΩΜΑΤΕΙΟΥ ΕΛΛΗΝΩΝ ΗΘΟΠΟΙΩΝ <box>655 1519 842 1548</box>
subhead-negotiations: ΘΑ ΕΠΑΚΟΛΟΥΘΗΣΟΥΝ ΑΜΕΣΩΣ ΔΙΑΠΡΑΓΜΑΤΕΥΣΕΙΣ <box>1107 932 1465 946</box>
article-bombs: ΛΕΥΚΩΣΙΑ, 25. Ὁ κ. Ντάλλες ἐδήλωσεν ὅτι ἡ ἐπίσκεψις ἀξιωματικῶν εἰς Μόσχαν δέν ἔχει ἰδιαιτέραν σημασίαν διά τάς σχέσεις τῶν δύο χωρῶν. Ὁ Λευκός Οἶκος δέν ἀποκλείει ἐπισκέψεις τῶν ἀρχηγῶν τῶν ἐπιτελείων. Κατά τάς πληροφορίας αἱ συζητήσεις συνεχίζονται μέ ἐπιμέλειαν καί ἀναμένονται ἀποφάσεις ἐντός τῶν προσεχῶν ἡμερῶν. ΜΙΑ ΑΠΕΛΑΣΙΣ ΚΑΤΑΘΕΣΙΣ ΕΓΓΡΑΦΩΝ Ὁ κ. Ντάλλες ἐδήλωσεν ὅτι ἡ ἐπίσκεψις ἀξιωματικῶν εἰς Μόσχαν δέν ἔχει ἰδιαιτέραν σημασίαν διά τάς σχέσεις τῶν δύο χωρῶν. Ὁ Λευκός Οἶκος δέν ἀποκλείει ἐπισκέψεις τῶν ἀρχηγῶν τῶν ἐπιτελείων. Κατά τάς πληροφορίας αἱ συζητήσεις συνεχίζονται μέ ἐπιμέλειαν καί ἀναμένονται ἀποφάσεις ἐντός τῶν προσεχῶν ἡμερῶν. <box>397 1716 1100 1808</box>
article-dulles: ΟΥΑΣΙΓΚΤΩΝ, 25. Ὁ κ. Ντάλλες ἐδήλωσεν ὅτι ἡ ἐπίσκεψις ἀξιωματικῶν εἰς Μόσχαν δέν ἔχει ἰδιαιτέραν σημασίαν διά τάς σχέσεις τῶν δύο χωρῶν. Ὁ Λευκός Οἶκος δέν ἀποκλείει ἐπισκέψεις τῶν ἀρχηγῶν τῶν ἐπιτελείων. Κατά τάς πληροφορίας αἱ συζητήσεις συνεχίζονται μέ ἐπιμέλειαν καί ἀναμένονται ἀποφάσεις ἐντός τῶν προσεχῶν ἡμερῶν. Ὁ κ. Ντάλλες ἐδήλωσεν ὅτι ἡ ἐπίσκεψις ἀξιωματικῶν εἰς Μόσχαν δέν ἔχει ἰδιαιτέραν σημασίαν διά τάς σχέσεις τῶν δύο χωρῶν. Ὁ Λευκός Οἶκος δέν ἀποκλείει ἐπισκέψεις τῶν ἀρχηγῶν τῶν ἐπιτελείων. Κατά τάς πληροφορίας αἱ συζητήσεις συνεχίζονται μέ ἐπιμέλειαν καί ἀναμένονται ἀποφάσεις ἐντός τῶν προσεχῶν ἡμερῶν. Ὁ κ. Ντάλλες ἐδήλωσεν ὅτι ἡ ἐπίσκεψις ἀξιωματικῶν εἰς Μόσχαν δέν ἔχει ἰδιαιτέραν σημασίαν διά τάς σχέσεις τῶν δύο χωρῶν. Ὁ Λευκός Οἶκος δέν ἀποκλείει ἐπισκέψεις τῶν ἀρχηγῶν τῶν ἐπιτελείων. Κατά τάς πληροφορίας αἱ συζητήσεις συνεχίζονται μέ ἐπιμέλειαν καί ἀναμένονται ἀποφάσεις ἐντός τῶν προσεχῶν ἡμερῶν. <box>28 332 390 538</box>
subhead-village: ΧΩΡΙΟΝ ΤΗΣ ΑΜΑΛΙΑΔΟΣ ΜΕΤΑΦΕΡΕΤΑΙ ΑΛΛΗ ΑΠΟ ΚΑΘΙΖΗΣΕΩΝ <box>215 1799 388 1842</box>
article-olive-oil: Ὁ κ. Ντάλλες ἐδήλωσεν ὅτι ἡ ἐπίσκεψις ἀξιωματικῶν εἰς Μόσχαν δέν ἔχει ἰδιαιτέραν σημασίαν διά τάς σχέσεις τῶν δύο χωρῶν. Ὁ Λευκός Οἶκος δέν ἀποκλείει ἐπισκέψεις τῶν ἀρχηγῶν τῶν ἐπιτελείων. Κατά τάς πληροφορίας αἱ συζητήσεις συνεχίζονται μέ ἐπιμέλειαν καί ἀναμένονται ἀποφάσεις ἐντός τῶν προσεχῶν ἡμερῶν. Ὁ κ. Ντάλλες ἐδήλωσεν ὅτι ἡ ἐπίσκεψις ἀξιωματικῶν εἰς Μόσχαν δέν ἔχει ἰδιαιτέραν σημασίαν διά τάς σχέσεις τῶν δύο χωρῶν. Ὁ Λευκός Οἶκος δέν ἀποκλείει ἐπισκέψεις τῶν ἀρχηγῶν τῶν ἐπιτελείων. Κατά τάς πληροφορίας αἱ συζητήσεις συνεχίζονται μέ ἐπιμέλειαν καί ἀναμένονται ἀποφάσεις ἐντός τῶν προσεχῶν ἡμερῶν. Ὁ κ. Ντάλλες ἐδήλωσεν ὅτι ἡ ἐπίσκεψις ἀξιωματικῶν εἰς Μόσχαν δέν ἔχει ἰδιαιτέραν σημασίαν διά τάς σχέσεις τῶν δύο χωρῶν. Ὁ Λευκός Οἶκος δέν ἀποκλείει ἐπισκέψεις τῶν ἀρχηγῶν τῶν ἐπιτελείων. Κατά τάς πληροφορίας αἱ συζητήσεις συνεχίζονται μέ ἐπιμέλειαν καί ἀναμένονται ἀποφάσεις ἐντός τῶν προσεχῶν ἡμερῶν. <box>1107 299 1465 505</box>
headline-exhumation: ΕΓΕΝΕΤΟ ΕΚΤΑΦΗ ΤΟΥ ΠΤΩΜΑΤΟΣ ΤΟΥ ΦΟΝΕΥΘΕΝΤΟΣ ΚΑΤΑ ΤΗΝ ΑΙΜΑΤΟΧΥΣΙΑΝ Γ. ΚΩΝΣΤΑΝΤΟΠΟΥΛΟΥ <box>28 549 326 659</box>
article-exhumation: Ὁ κ. Ντάλλες ἐδήλωσεν ὅτι ἡ ἐπίσκεψις ἀξιωματικῶν εἰς Μόσχαν δέν ἔχει ἰδιαιτέραν σημασίαν διά τάς σχέσεις τῶν δύο χωρῶν. Ὁ Λευκός Οἶκος δέν ἀποκλείει ἐπισκέψεις τῶν ἀρχηγῶν τῶν ἐπιτελείων. Κατά τάς πληροφορίας αἱ συζητήσεις συνεχίζονται μέ ἐπιμέλειαν καί ἀναμένονται ἀποφάσεις ἐντός τῶν προσεχῶν ἡμερῶν. Ὁ κ. Ντάλλες ἐδήλωσεν ὅτι ἡ ἐπίσκεψις ἀξιωματικῶν εἰς Μόσχαν δέν ἔχει ἰδιαιτέραν σημασίαν διά τάς σχέσεις τῶν δύο χωρῶν. Ὁ Λευκός Οἶκος δέν ἀποκλείει ἐπισκέψεις τῶν ἀρχηγῶν τῶν ἐπιτελείων. Κατά τάς πληροφορίας αἱ συζητήσεις συνεχίζονται μέ ἐπιμέλειαν καί ἀναμένονται ἀποφάσεις ἐντός τῶν προσεχῶν ἡμερῶν. <box>28 678 390 812</box>
subhead-persia: ΘΑ ΠΕΡΙΕΛΘΗ ΜΕΤΑΤΙΘΕΤΑΙ ΕΙΣ ΤΗΝ ΑΜΕΡΙΚΑΝΙΚΗΝ ΑΠΟΣΤΟΛΗΝ ΕΙΣ ΠΕΡΣΙΑΝ <box>878 1417 1094 1459</box>
headline-lada: ΑΝΤΙΠΕΡΙΣΠΑΣΜΟΣ ΔΙΑ ΤΗΝ ΥΠΟΘΕΣΙΝ ΛΑΔΑ Η ΕΠΕΡΩΤΗΣΙΣ ΚΑΤΑ ΤΟΥ Κ. ΚΑΡΤΑΛΗ, ΩΜΟΛΟΓΗΣΕ ΕΙΣ ΤΗΝ ΒΟΥΛΗΝ Ο Κ. ΘΗΒΑΙΟΣ <box>402 513 1095 650</box>
masthead <box>28 9 1465 87</box>
